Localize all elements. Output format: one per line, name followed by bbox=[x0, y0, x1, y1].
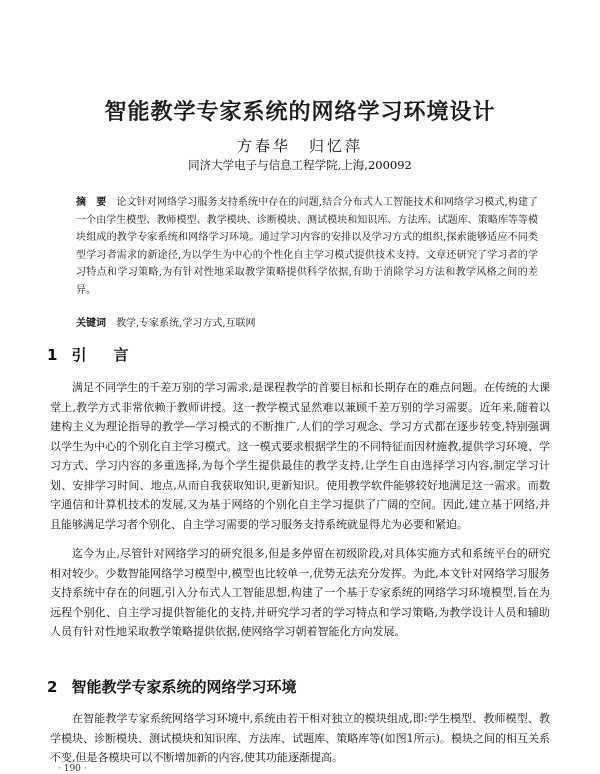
abstract bbox=[76, 194, 538, 299]
section-number: 2 bbox=[47, 678, 58, 696]
paper-title: 智能教学专家系统的网络学习环境设计 bbox=[104, 100, 496, 125]
keywords-label: 关键词 bbox=[76, 318, 106, 329]
author-affiliation: 同济大学电子与信息工程学院,上海,200092 bbox=[188, 158, 412, 172]
section-title: 智能教学专家系统的网络学习环境 bbox=[71, 678, 297, 696]
abstract-text: 论文针对网络学习服务支持系统中存在的问题,结合分布式人工智能技术和网络学习模式,构建了一个由学生模型、教师模型、教学模块、诊断模块、测试模块和知识库、方法库、试题库、策略库等等模块组成的教学专家系统和网络学习环境。通过学习内容的安排以及学习方式的组织,探索能够适应不同类型学习者需求的新途径,为以学生为中心的个性化自主学习模式提供技术支持。文章还研究了学习者的学习特点和学习策略,为有针对性地采取教学策略提供科学依据,有助于消除学习方法和教学风格之间的差异。 bbox=[76, 197, 539, 296]
environment-paragraph-1: 在智能教学专家系统网络学习环境中,系统由若干相对独立的模块组成,即:学生模型、教师模型、教学模块、诊断模块、测试模块和知识库、方法库、试题库、策略库等(如图1所示)。模块之间的相互关系不变,但是各模块可以不断增加新的内容,使其功能逐渐提高。 bbox=[50, 712, 550, 764]
abstract-label: 摘 要 bbox=[76, 197, 107, 208]
intro-paragraph-1: 满足不同学生的千差万别的学习需求,是课程教学的首要目标和长期存在的难点问题。在传统的大课堂上,教学方式非常依赖于教师讲授。这一教学模式显然难以兼顾千差万别的学习需要。近年来,随着以建构主义为理论指导的教学—学习模式的不断推广,人们的学习观念、学习方式都在逐步转变,特别强调以学生为中心的个别化自主学习模式。这一模式要求根据学生的不同特征而因材施教,提供学习环境、学习方式、学习内容的多重选择,为每个学生提供最佳的教学支持,让学生自由选择学习内容,制定学习计划、安排学习时间、地点,从而自我获取知识,更新知识。使用教学软件能够较好地满足这一需求。而数字通信和计算机技术的发展,又为基于网络的个别化自主学习提供了广阔的空间。因此,建立基于网络,并且能够满足学习者个别化、自主学习需要的学习服务支持系统就显得尤为必要和紧迫。 bbox=[50, 381, 550, 531]
keywords-text: 教学,专家系统,学习方式,互联网 bbox=[116, 318, 256, 329]
section-heading-introduction bbox=[47, 344, 134, 365]
section-title: 引 言 bbox=[71, 346, 135, 364]
author-names: 方春华 归忆萍 bbox=[236, 137, 363, 155]
keywords bbox=[76, 314, 538, 329]
section-number: 1 bbox=[47, 346, 58, 364]
section-heading-environment bbox=[47, 676, 296, 697]
page-number: · 190 · bbox=[58, 764, 87, 774]
intro-paragraph-2: 迄今为止,尽管针对网络学习的研究很多,但是多停留在初级阶段,对具体实施方式和系统平台的研究相对较少。少数智能网络学习模型中,模型也比较单一,优势无法充分发挥。为此,本文针对网络学习服务支持系统中存在的问题,引入分布式人工智能思想,构建了一个基于专家系统的网络学习环境模型,旨在为远程个别化、自主学习提供智能化的支持,并研究学习者的学习特点和学习策略,为教学设计人员和辅助人员有针对性地采取教学策略提供依据,使网络学习朝着智能化方向发展。 bbox=[50, 547, 550, 638]
